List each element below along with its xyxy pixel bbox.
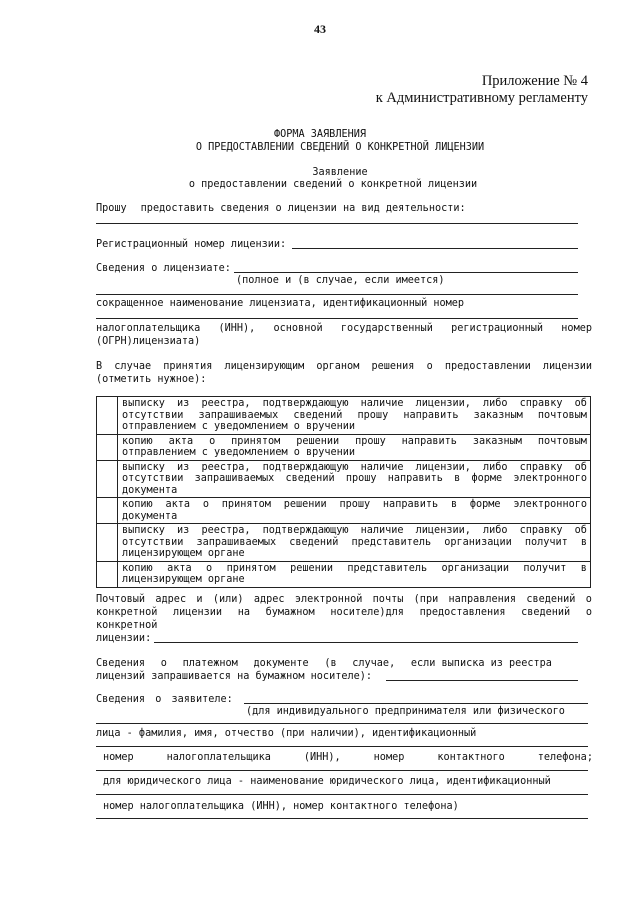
- option-word: сведений: [293, 409, 343, 421]
- option-word: форме: [469, 499, 501, 510]
- payment-word: (в: [324, 658, 337, 669]
- postal-word: носителе)для: [330, 607, 404, 618]
- option-line: [122, 537, 587, 549]
- option-word: решении: [296, 435, 340, 447]
- applicant-word: номер: [373, 752, 405, 763]
- decision-note: (отметить нужное):: [96, 374, 207, 385]
- option-word: из: [177, 398, 190, 409]
- decision-word: предоставлении: [444, 361, 531, 372]
- option-word: копию: [122, 562, 153, 574]
- option-word: подтверждающую: [262, 461, 349, 473]
- applicant-word: налогоплательщика: [166, 752, 271, 763]
- option-word: либо: [482, 525, 508, 536]
- option-word: в: [450, 499, 458, 510]
- option-word: акта: [167, 562, 192, 574]
- option-word: запрашиваемых: [198, 409, 279, 421]
- option-word: либо: [482, 398, 508, 409]
- option-word: направить: [401, 435, 457, 447]
- option-word: отсутствии: [122, 409, 184, 421]
- payment-line-2: лицензий запрашивается на бумажном носителе):: [96, 671, 373, 682]
- option-word: заказным: [472, 435, 522, 447]
- delivery-option-row: [97, 498, 591, 524]
- delivery-option-row: [97, 460, 591, 498]
- licensee-field-line3[interactable]: [96, 318, 578, 319]
- option-word: почтовым: [537, 409, 587, 421]
- option-checkbox[interactable]: [97, 460, 118, 498]
- decision-word: решения: [371, 361, 415, 372]
- taxpayer-word: регистрационный: [451, 323, 544, 334]
- option-line: отправлением с уведомлением о вручении: [122, 447, 356, 458]
- option-word: об: [574, 525, 587, 536]
- option-word: запрашиваемых: [196, 536, 277, 548]
- postal-word: адрес: [253, 594, 285, 605]
- option-word: копию: [122, 499, 153, 510]
- option-word: лицензии,: [415, 525, 471, 536]
- option-line: лицензирующем органе: [122, 574, 245, 585]
- applicant-field-line3[interactable]: [96, 746, 588, 747]
- request-word-2: предоставить: [140, 203, 215, 214]
- applicant-field-line5[interactable]: [96, 794, 588, 795]
- option-word: о: [206, 562, 213, 574]
- ogrn-line: (ОГРН)лицензиата): [96, 336, 201, 347]
- option-text: [118, 434, 591, 460]
- option-text: [118, 498, 591, 524]
- form-title-line2: О ПРЕДОСТАВЛЕНИИ СВЕДЕНИЙ О КОНКРЕТНОЙ ЛИЦЕНЗИИ: [195, 142, 485, 153]
- option-line: отправлением с уведомлением о вручении: [122, 421, 356, 432]
- payment-field[interactable]: [386, 680, 578, 681]
- delivery-option-row: [97, 434, 591, 460]
- option-word: прошу: [355, 435, 386, 447]
- postal-word: о: [585, 594, 592, 605]
- applicant-legal-line: для юридического лица - наименование юридического лица, идентификационный: [103, 776, 551, 787]
- option-checkbox[interactable]: [97, 397, 118, 435]
- option-line: [122, 436, 587, 448]
- applicant-word: номер: [103, 752, 134, 763]
- applicant-number-line: [103, 751, 593, 764]
- postal-line-3: конкретной: [96, 620, 158, 631]
- postal-word: направления: [448, 594, 517, 605]
- option-text: [118, 397, 591, 435]
- applicant-field-line4[interactable]: [96, 770, 588, 771]
- option-word: сведений: [285, 473, 335, 484]
- applicant-label: Сведения о заявителе:: [96, 694, 233, 705]
- payment-word: Сведения: [96, 658, 146, 669]
- option-word: выписку: [122, 461, 165, 473]
- applicant-field[interactable]: [244, 703, 588, 704]
- payment-word: если выписка из реестра: [410, 658, 552, 669]
- licensee-field[interactable]: [234, 272, 578, 273]
- option-word: из: [177, 525, 190, 536]
- applicant-last-line: номер налогоплательщика (ИНН), номер контактного телефона): [103, 801, 459, 812]
- option-word: наличие: [360, 461, 404, 473]
- option-word: выписку: [122, 525, 165, 536]
- postal-word: (при: [413, 594, 439, 605]
- option-line: [122, 563, 587, 575]
- postal-word: о: [585, 607, 592, 618]
- decision-word: случае: [114, 361, 152, 372]
- abbr-line: сокращенное наименование лицензиата, идентификационный номер: [96, 298, 465, 309]
- reg-number-label: Регистрационный номер лицензии:: [96, 239, 287, 250]
- payment-word: о: [160, 658, 167, 669]
- option-word: прошу: [357, 409, 389, 421]
- postal-word: почты: [372, 594, 404, 605]
- option-word: электронного: [513, 473, 587, 484]
- option-word: принятом: [221, 499, 271, 510]
- option-word: решении: [290, 562, 333, 574]
- reg-number-field[interactable]: [292, 248, 578, 249]
- option-word: из: [177, 461, 190, 473]
- option-line: лицензирующем органе: [122, 548, 245, 559]
- postal-word: и: [196, 594, 203, 605]
- option-word: об: [574, 461, 587, 473]
- postal-line-2: [96, 606, 592, 619]
- option-word: отсутствии: [122, 536, 184, 548]
- option-word: принятом: [231, 435, 281, 447]
- delivery-options-table: [96, 396, 591, 588]
- option-line: [122, 499, 587, 511]
- statement-subtitle: о предоставлении сведений о конкретной лицензии: [188, 179, 478, 190]
- option-word: принятом: [226, 562, 276, 574]
- option-word: лицензии,: [415, 398, 471, 409]
- option-word: подтверждающую: [262, 398, 349, 409]
- option-word: реестра,: [201, 398, 251, 409]
- applicant-hint: (для индивидуального предпринимателя или физического: [246, 706, 565, 717]
- option-word: организации: [441, 562, 510, 574]
- option-text: [118, 561, 591, 587]
- taxpayer-line: [96, 322, 592, 335]
- page-number: 43: [314, 22, 326, 36]
- option-word: запрашиваемых: [194, 473, 275, 484]
- option-word: наличие: [360, 398, 404, 409]
- option-word: направить: [382, 499, 439, 510]
- licensee-hint: (полное и (в случае, если имеется): [236, 275, 445, 286]
- appendix-title: Приложение № 4: [481, 73, 588, 89]
- delivery-option-row: [97, 524, 591, 562]
- option-word: электронного: [513, 499, 587, 510]
- option-word: о: [202, 499, 209, 510]
- delivery-option-row: [97, 561, 591, 587]
- decision-word: В: [96, 361, 103, 372]
- postal-word: Почтовый: [96, 594, 146, 605]
- option-word: либо: [482, 461, 508, 473]
- option-word: прошу: [339, 499, 371, 510]
- option-word: организации: [444, 536, 512, 548]
- applicant-word: контактного: [437, 752, 505, 763]
- postal-word: адрес: [155, 594, 187, 605]
- option-word: получит: [524, 536, 568, 548]
- option-line: [122, 398, 587, 410]
- option-word: решении: [283, 499, 327, 510]
- option-word: о: [209, 435, 216, 447]
- request-line: [96, 202, 476, 215]
- option-word: заказным: [473, 409, 523, 421]
- activity-type-field[interactable]: [96, 223, 578, 224]
- option-word: направить: [387, 473, 443, 484]
- taxpayer-word: основной: [273, 323, 323, 334]
- option-checkbox[interactable]: [97, 524, 118, 562]
- applicant-person-line: лица - фамилия, имя, отчество (при наличии), идентификационный: [96, 728, 477, 739]
- option-text: [118, 460, 591, 498]
- decision-word: о: [426, 361, 433, 372]
- option-line: [122, 473, 587, 485]
- delivery-option-row: [97, 397, 591, 435]
- postal-word: сведений: [521, 607, 571, 618]
- option-word: в: [454, 473, 461, 484]
- option-checkbox[interactable]: [97, 498, 118, 524]
- option-line: документа: [122, 510, 178, 522]
- licensee-label: Сведения о лицензиате:: [96, 263, 231, 274]
- taxpayer-word: номер: [561, 323, 592, 334]
- postal-word: конкретной: [96, 607, 158, 618]
- licensee-field-line2[interactable]: [96, 294, 578, 295]
- decision-word: лицензирующим: [224, 361, 305, 372]
- option-word: справку: [519, 398, 563, 409]
- form-title: ФОРМА ЗАЯВЛЕНИЯ: [273, 129, 366, 140]
- decision-word: органом: [316, 361, 360, 372]
- option-word: представитель: [351, 536, 432, 548]
- request-word-1: Прошу: [96, 203, 127, 214]
- option-line: [122, 410, 587, 422]
- postal-word: лицензии: [172, 607, 223, 618]
- option-word: прошу: [345, 473, 377, 484]
- applicant-field-line2[interactable]: [96, 723, 588, 724]
- taxpayer-word: налогоплательщика: [96, 323, 201, 334]
- option-word: справку: [519, 525, 563, 536]
- option-text: [118, 524, 591, 562]
- option-checkbox[interactable]: [97, 434, 118, 460]
- decision-line: [96, 360, 592, 373]
- option-word: выписку: [122, 398, 165, 409]
- postal-address-field[interactable]: [154, 642, 578, 643]
- option-word: об: [574, 398, 587, 409]
- option-word: получит: [523, 562, 567, 574]
- option-word: справку: [519, 461, 563, 473]
- postal-word: (или): [212, 594, 244, 605]
- option-word: реестра,: [201, 461, 251, 473]
- decision-word: лицензии: [542, 361, 592, 372]
- option-word: в: [580, 562, 587, 574]
- postal-word: предоставления: [419, 607, 506, 618]
- taxpayer-word: государственный: [340, 323, 433, 334]
- postal-line-1: [96, 593, 592, 606]
- option-word: почтовым: [537, 435, 587, 447]
- postal-word: сведений: [526, 594, 576, 605]
- payment-word: документе: [253, 658, 309, 669]
- option-word: наличие: [360, 525, 404, 536]
- option-word: подтверждающую: [262, 525, 349, 536]
- request-word-3: сведения о лицензии на вид деятельности:: [220, 203, 466, 214]
- decision-word: принятия: [163, 361, 213, 372]
- option-word: акта: [165, 499, 191, 510]
- applicant-word: (ИНН),: [303, 752, 341, 763]
- option-word: акта: [168, 435, 194, 447]
- option-word: лицензии,: [415, 461, 471, 473]
- option-word: в: [580, 536, 587, 548]
- applicant-field-line6[interactable]: [96, 818, 588, 819]
- payment-line-1: [96, 657, 552, 670]
- statement-title: Заявление: [312, 167, 368, 178]
- taxpayer-word: (ИНН),: [218, 323, 256, 334]
- postal-word: электронной: [294, 594, 363, 605]
- postal-word: бумажном: [265, 607, 315, 618]
- option-word: форме: [471, 473, 503, 484]
- option-word: отсутствии: [122, 473, 184, 484]
- postal-line-4: лицензии:: [96, 633, 152, 644]
- applicant-word: телефона;: [537, 752, 593, 763]
- option-word: представитель: [347, 562, 428, 574]
- option-checkbox[interactable]: [97, 561, 118, 587]
- postal-word: на: [237, 607, 250, 618]
- option-line: [122, 462, 587, 474]
- option-word: направить: [403, 409, 459, 421]
- appendix-subtitle: к Административному регламенту: [375, 90, 588, 106]
- option-word: реестра,: [201, 525, 251, 536]
- payment-word: случае,: [352, 658, 396, 669]
- option-word: сведений: [289, 536, 339, 548]
- option-line: [122, 525, 587, 537]
- payment-word: платежном: [182, 658, 238, 669]
- option-word: копию: [122, 435, 153, 447]
- option-line: документа: [122, 484, 178, 496]
